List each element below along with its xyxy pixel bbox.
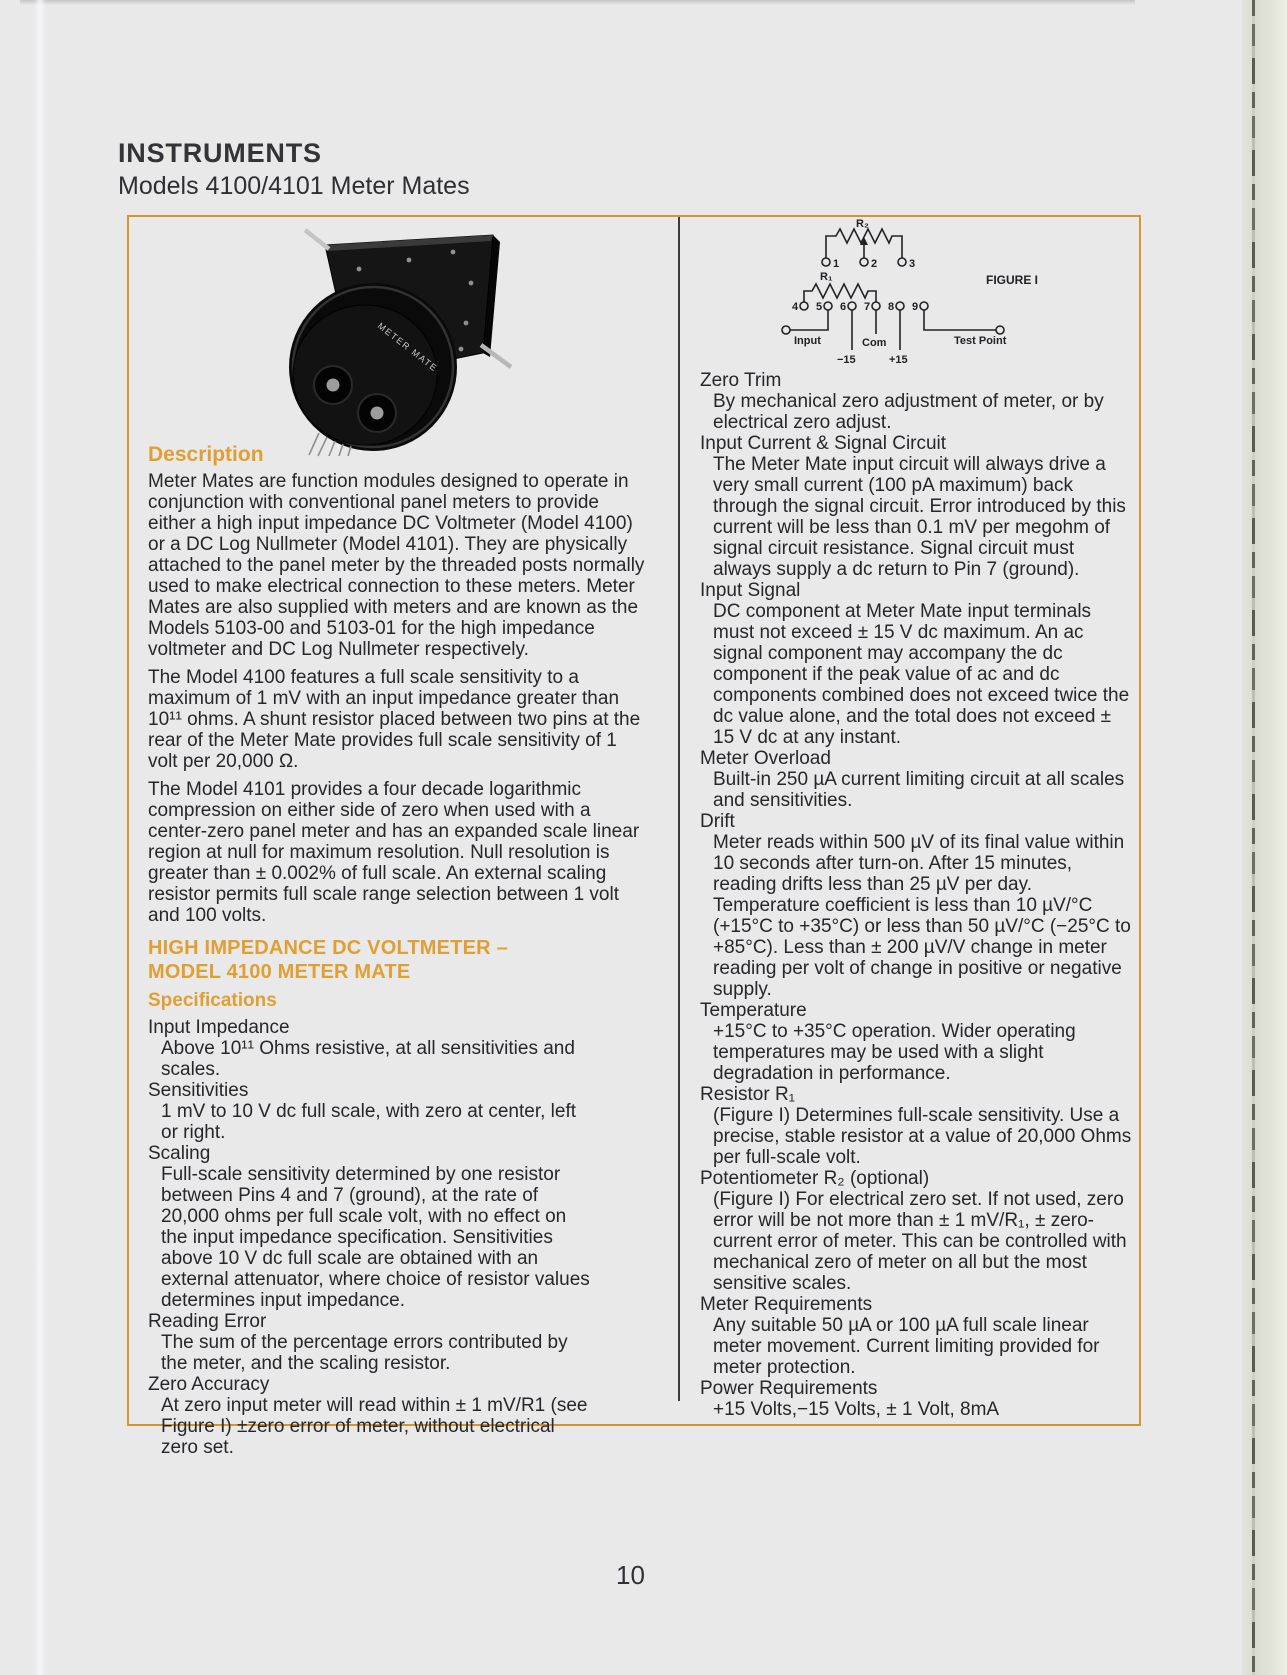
resistor-r1-label: R₁: [820, 271, 833, 283]
section-heading-line2: MODEL 4100 METER MATE: [148, 961, 411, 983]
pin-label-2: 2: [871, 258, 878, 270]
spec-item: [148, 1311, 648, 1374]
spec-item: [148, 1374, 648, 1458]
pin-label-9: 9: [912, 301, 919, 313]
spec-item: [148, 1017, 648, 1080]
page-number: 10: [616, 1560, 645, 1590]
pin-label-6: 6: [840, 301, 847, 313]
pin-label-4: 4: [792, 301, 799, 313]
spec-term: Potentiometer R₂ (optional): [700, 1168, 930, 1189]
page-edge: [1242, 0, 1287, 1675]
product-photo: [285, 227, 520, 457]
spec-definition: (Figure I) For electrical zero set. If not used, zero error will be not more than ± 1 mV/R₁, ± zero-current error of meter. This can be controlled with mechanical zero of meter on all but the most sensitive scales.: [713, 1189, 1127, 1294]
spec-definition: At zero input meter will read within ± 1 mV/R1 (see Figure I) ±zero error of meter, without electrical zero set.: [161, 1395, 588, 1458]
column-divider: [678, 217, 680, 1401]
spec-definition: Built-in 250 µA current limiting circuit at all scales and sensitivities.: [713, 769, 1125, 811]
spec-definition: Meter reads within 500 µV of its final value within 10 seconds after turn-on. After 15 minutes, reading drifts less than 25 µV per day. Temperature coefficient is less than 10 µV/°C (+15°C to +35°C) or less than 50 µV/°C (−25°C to +85°C). Less than ± 200 µV/V change in meter reading per volt of change in positive or negative supply.: [713, 832, 1131, 1000]
spec-item: [700, 1168, 1134, 1294]
right-column: [700, 370, 1134, 1420]
circuit-lines: [790, 229, 996, 350]
spec-item: [700, 1000, 1134, 1084]
spec-definition: Above 10¹¹ Ohms resistive, at all sensitivities and scales.: [161, 1038, 575, 1080]
resistor-r2-label: R₂: [856, 218, 869, 230]
spec-item: [700, 1084, 1134, 1168]
spec-definition: Full-scale sensitivity determined by one resistor between Pins 4 and 7 (ground), at the rate of 20,000 ohms per full scale volt, with no effect on the input impedance specification. Sensitivities above 10 V dc full scale are obtained with an external attenuator, where choice of resistor values determines input impedance.: [161, 1164, 590, 1311]
spec-term: Power Requirements: [700, 1378, 878, 1399]
test-point-label: Test Point: [954, 335, 1007, 347]
spec-definition: The sum of the percentage errors contributed by the meter, and the scaling resistor.: [161, 1332, 568, 1374]
pin-label-8: 8: [888, 301, 895, 313]
pin-label-3: 3: [909, 258, 916, 270]
spec-term: Resistor R₁: [700, 1084, 796, 1105]
spec-term: Input Current & Signal Circuit: [700, 433, 947, 454]
input-label: Input: [794, 335, 821, 347]
scan-left-fold: [34, 0, 46, 1675]
figure-1-diagram: [778, 218, 1138, 368]
spec-item: [700, 1378, 1134, 1420]
spec-item: [700, 748, 1134, 811]
pin-label-1: 1: [833, 258, 840, 270]
spec-term: Sensitivities: [148, 1080, 249, 1101]
pin-label-5: 5: [816, 301, 823, 313]
pin-label-7: 7: [864, 301, 871, 313]
spec-item: [148, 1080, 648, 1143]
description-paragraph: Meter Mates are function modules designed to operate in conjunction with conventional panel meters to provide either a high input impedance DC Voltmeter (Model 4100) or a DC Log Nullmeter (Model 4101). They are physically attached to the panel meter by the threaded posts normally used to make electrical connection to these meters. Meter Mates are also supplied with meters and are known as the Models 5103-00 and 5103-01 for the high impedance voltmeter and DC Log Nullmeter respectively.: [148, 471, 645, 660]
spec-item: [700, 811, 1134, 1000]
spec-term: Input Impedance: [148, 1017, 290, 1038]
description-heading: Description: [148, 443, 264, 466]
spec-term: Zero Trim: [700, 370, 782, 391]
spec-definition: (Figure I) Determines full-scale sensitivity. Use a precise, stable resistor at a value of 20,000 Ohms per full-scale volt.: [713, 1105, 1132, 1168]
spec-item: [148, 1143, 648, 1311]
page-edge-crease: [1252, 0, 1255, 1675]
spec-definition: +15°C to +35°C operation. Wider operating temperatures may be used with a slight degradation in performance.: [713, 1021, 1076, 1084]
section-heading-line1: HIGH IMPEDANCE DC VOLTMETER –: [148, 937, 508, 959]
page-title: INSTRUMENTS: [118, 138, 322, 168]
spec-definition: The Meter Mate input circuit will always drive a very small current (100 pA maximum) back through the signal circuit. Error introduced by this current will be less than 0.1 mV per megohm of signal circuit resistance. Signal circuit must always supply a dc return to Pin 7 (ground).: [713, 454, 1126, 580]
spec-term: Scaling: [148, 1143, 211, 1164]
spec-definition: 1 mV to 10 V dc full scale, with zero at center, left or right.: [161, 1101, 577, 1143]
spec-item: [700, 370, 1134, 433]
left-column: [148, 444, 648, 1458]
spec-term: Zero Accuracy: [148, 1374, 270, 1395]
figure-caption: FIGURE I: [986, 273, 1039, 287]
terminals: [782, 258, 1004, 334]
page-subtitle: Models 4100/4101 Meter Mates: [118, 172, 470, 200]
spec-term: Reading Error: [148, 1311, 267, 1332]
scan-top-edge: [20, 0, 1135, 5]
spec-definition: DC component at Meter Mate input terminals must not exceed ± 15 V dc maximum. An ac signal component may accompany the dc component if the peak value of ac and dc components combined does not exceed twice the dc value alone, and the total does not exceed ± 15 V dc at any instant.: [713, 601, 1130, 748]
spec-definition: +15 Volts,−15 Volts, ± 1 Volt, 8mA: [713, 1399, 1000, 1420]
spec-item: [700, 580, 1134, 748]
neg-supply-label: −15: [837, 354, 856, 366]
spec-term: Temperature: [700, 1000, 807, 1021]
spec-term: Input Signal: [700, 580, 801, 601]
spec-term: Drift: [700, 811, 735, 832]
photo-threaded-post-left: [305, 230, 329, 249]
spec-item: [700, 1294, 1134, 1378]
photo-threaded-post-right: [481, 345, 511, 367]
section-heading: [148, 936, 648, 984]
spec-item: [700, 433, 1134, 580]
spec-definition: By mechanical zero adjustment of meter, or by electrical zero adjust.: [713, 391, 1104, 433]
meter-mate-label: METER MATE: [375, 320, 440, 374]
com-label: Com: [862, 337, 887, 349]
spec-term: Meter Requirements: [700, 1294, 873, 1315]
spec-definition: Any suitable 50 µA or 100 µA full scale linear meter movement. Current limiting provided for meter protection.: [713, 1315, 1100, 1378]
description-paragraph: The Model 4101 provides a four decade logarithmic compression on either side of zero when used with a center-zero panel meter and has an expanded scale linear region at null for maximum resolution. Null resolution is greater than ± 0.002% of full scale. An external scaling resistor permits full scale range selection between 1 volt and 100 volts.: [148, 779, 640, 926]
spec-term: Meter Overload: [700, 748, 831, 769]
description-paragraph: The Model 4100 features a full scale sensitivity to a maximum of 1 mV with an input impedance greater than 10¹¹ ohms. A shunt resistor placed between two pins at the rear of the Meter Mate provides full scale sensitivity of 1 volt per 20,000 Ω.: [148, 667, 641, 772]
pos-supply-label: +15: [889, 354, 908, 366]
specifications-heading: Specifications: [148, 990, 277, 1011]
